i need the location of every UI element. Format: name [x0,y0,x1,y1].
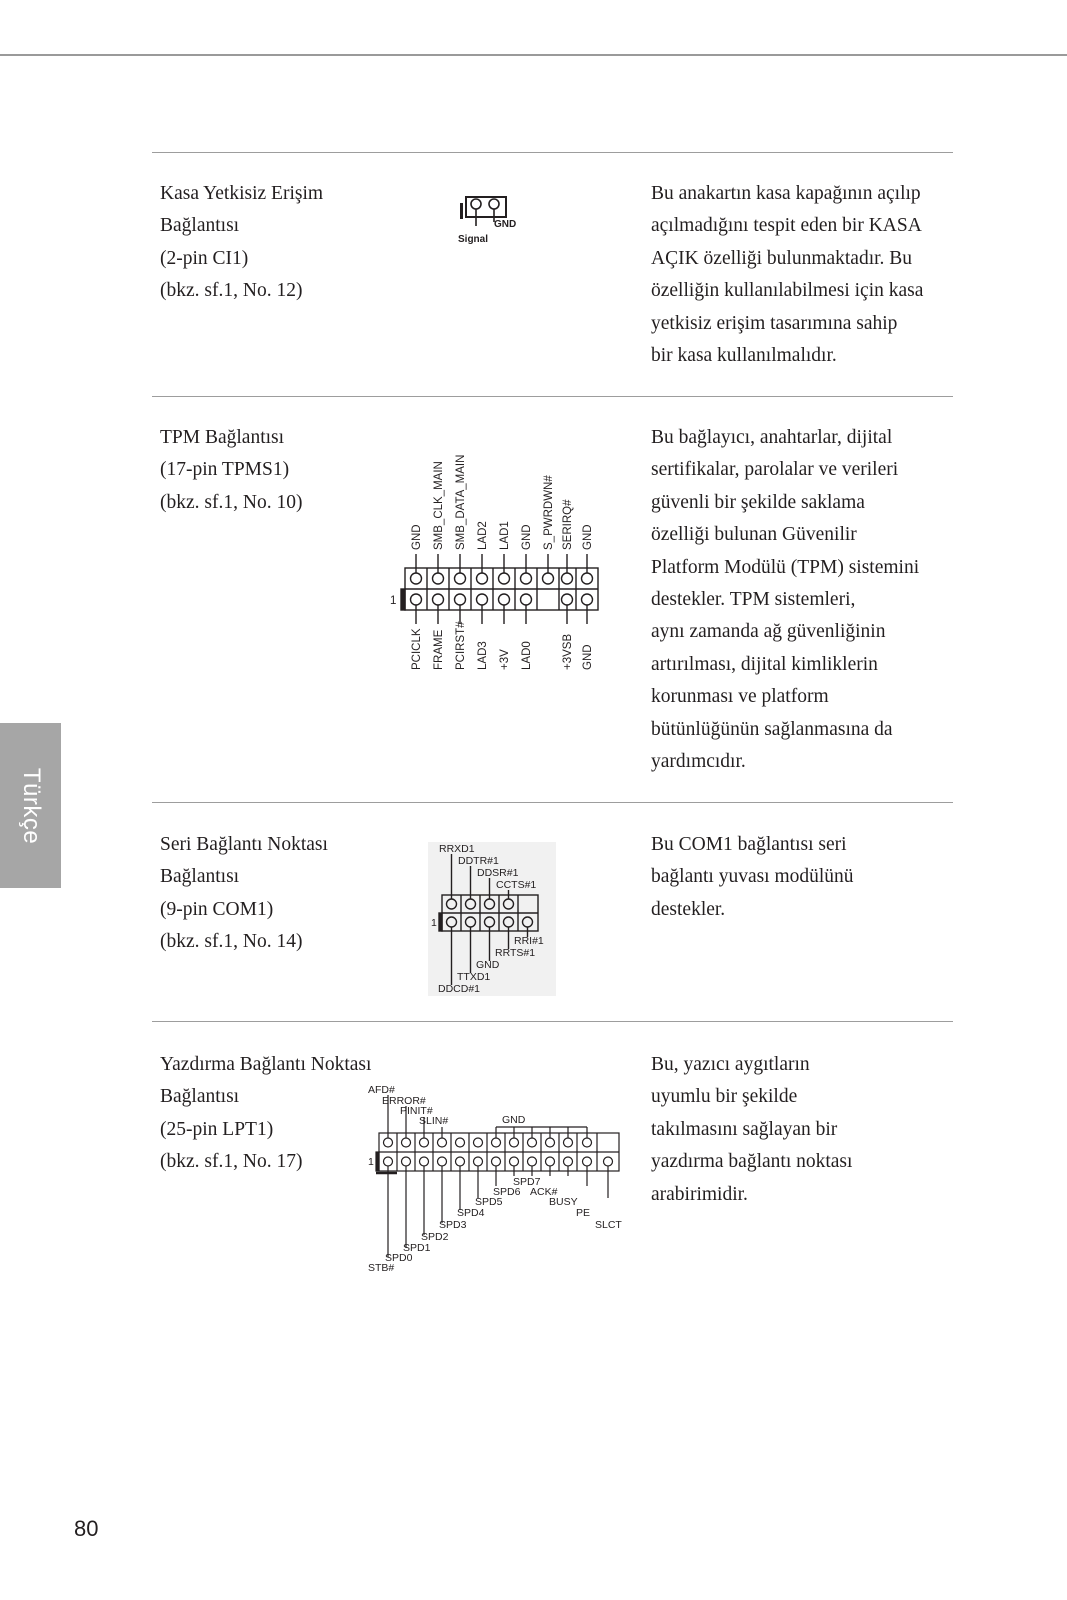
pin-label: SLIN# [419,1115,449,1127]
pin-label: DDTR#1 [458,855,499,867]
pin-label: SPD2 [421,1231,449,1243]
pin-label: SLCT [595,1219,622,1231]
pin-label: PINIT# [400,1105,433,1117]
language-tab-label: Türkçe [17,767,45,844]
pin-label: AFD# [368,1084,395,1096]
pin-label: GND [582,524,594,550]
pin-label: GND [582,644,594,670]
divider [152,1021,953,1022]
pin-label: RRTS#1 [495,947,536,959]
pin1-marker: 1 [431,917,437,929]
pin-label: LAD1 [499,521,511,550]
pin-label: GND [411,524,423,550]
pin-label: ACK# [530,1186,558,1198]
tpm-pin-diagram [390,432,610,672]
tpm-title: TPM Bağlantısı (17-pin TPMS1) (bkz. sf.1, No. 10) [160,427,303,513]
ci1-pin-diagram [458,192,528,250]
pin-label: SMB_CLK_MAIN [433,461,445,550]
pin-label: GND [476,959,500,971]
pin-label: SPD5 [475,1196,503,1208]
pin-label: PCIRST# [455,621,467,670]
pin-label: SPD6 [493,1186,521,1198]
pin-label: LAD2 [477,521,489,550]
com1-description: Bu COM1 bağlantısı seri bağlantı yuvası modülünü destekler. [651,834,854,920]
pin-label: LAD3 [477,641,489,670]
pin-label: BUSY [549,1196,578,1208]
pin-label: SPD1 [403,1242,431,1254]
pin-label: PCICLK [411,628,423,670]
pin-label: SMB_DATA_MAIN [455,454,467,550]
gnd-label: GND [494,219,517,230]
pin-label: SPD7 [513,1176,541,1188]
signal-label: Signal [458,234,489,245]
pin-label: ERROR# [382,1095,426,1107]
language-tab [0,723,61,888]
tpm-description: Bu bağlayıcı, anahtarlar, dijital sertifikalar, parolalar ve verileri güvenli bir şekilde saklama özelliği bulunan Güvenilir Platform Modülü (TPM) sistemini destekler. TPM sistemleri, aynı zamanda ağ güvenliğinin artırılması, dijital kimliklerin korunması ve platform bütünlüğünün sağlanmasına da yardımcıdır. [651,427,920,773]
pin-label: SERIRQ# [562,499,574,550]
divider [152,802,953,803]
divider [152,152,953,153]
pin-label: SPD4 [457,1207,485,1219]
pin-label: SPD0 [385,1252,413,1264]
pin-label: SPD3 [439,1219,467,1231]
pin-label: FRAME [433,629,445,670]
divider [152,396,953,397]
pin-label: S_PWRDWN# [543,475,555,550]
pin-label: LAD0 [521,641,533,670]
pin-label: +3V [499,649,511,670]
page-number: 80 [74,1516,99,1541]
ci1-title: Kasa Yetkisiz Erişim Bağlantısı (2-pin CI1) (bkz. sf.1, No. 12) [160,183,324,302]
pin-label: TTXD1 [457,971,491,983]
pin-label: CCTS#1 [496,879,537,891]
com1-title: Seri Bağlantı Noktası Bağlantısı (9-pin COM1) (bkz. sf.1, No. 14) [160,834,328,953]
pin-label: RRI#1 [514,935,544,947]
lpt1-pin-diagram [368,1083,630,1274]
pin-label: STB# [368,1262,395,1274]
pin-label: GND [502,1114,526,1126]
com1-pin-diagram [428,842,558,997]
lpt1-description: Bu, yazıcı aygıtların uyumlu bir şekilde takılmasını sağlayan bir yazdırma bağlantı noktası arabirimidir. [651,1054,853,1205]
pin-label: DDCD#1 [438,983,481,995]
pin-label: +3VSB [562,633,574,670]
ci1-description: Bu anakartın kasa kapağının açılıp açılmadığını tespit eden bir KASA AÇIK özelliği bulunmaktadır. Bu özelliğin kullanılabilmesi için kasa yetkisiz erişim tasarımına sahip bir kasa kullanılmalıdır. [651,183,924,367]
pin-label: PE [576,1207,591,1219]
pin-label: DDSR#1 [477,867,519,879]
top-rule [0,54,1067,56]
pin-label: GND [521,524,533,550]
pin-label: RRXD1 [439,843,475,855]
pin1-marker: 1 [368,1156,374,1168]
pin1-marker: 1 [390,595,397,607]
lpt1-title: Yazdırma Bağlantı Noktası Bağlantısı (25-pin LPT1) (bkz. sf.1, No. 17) [160,1054,372,1173]
